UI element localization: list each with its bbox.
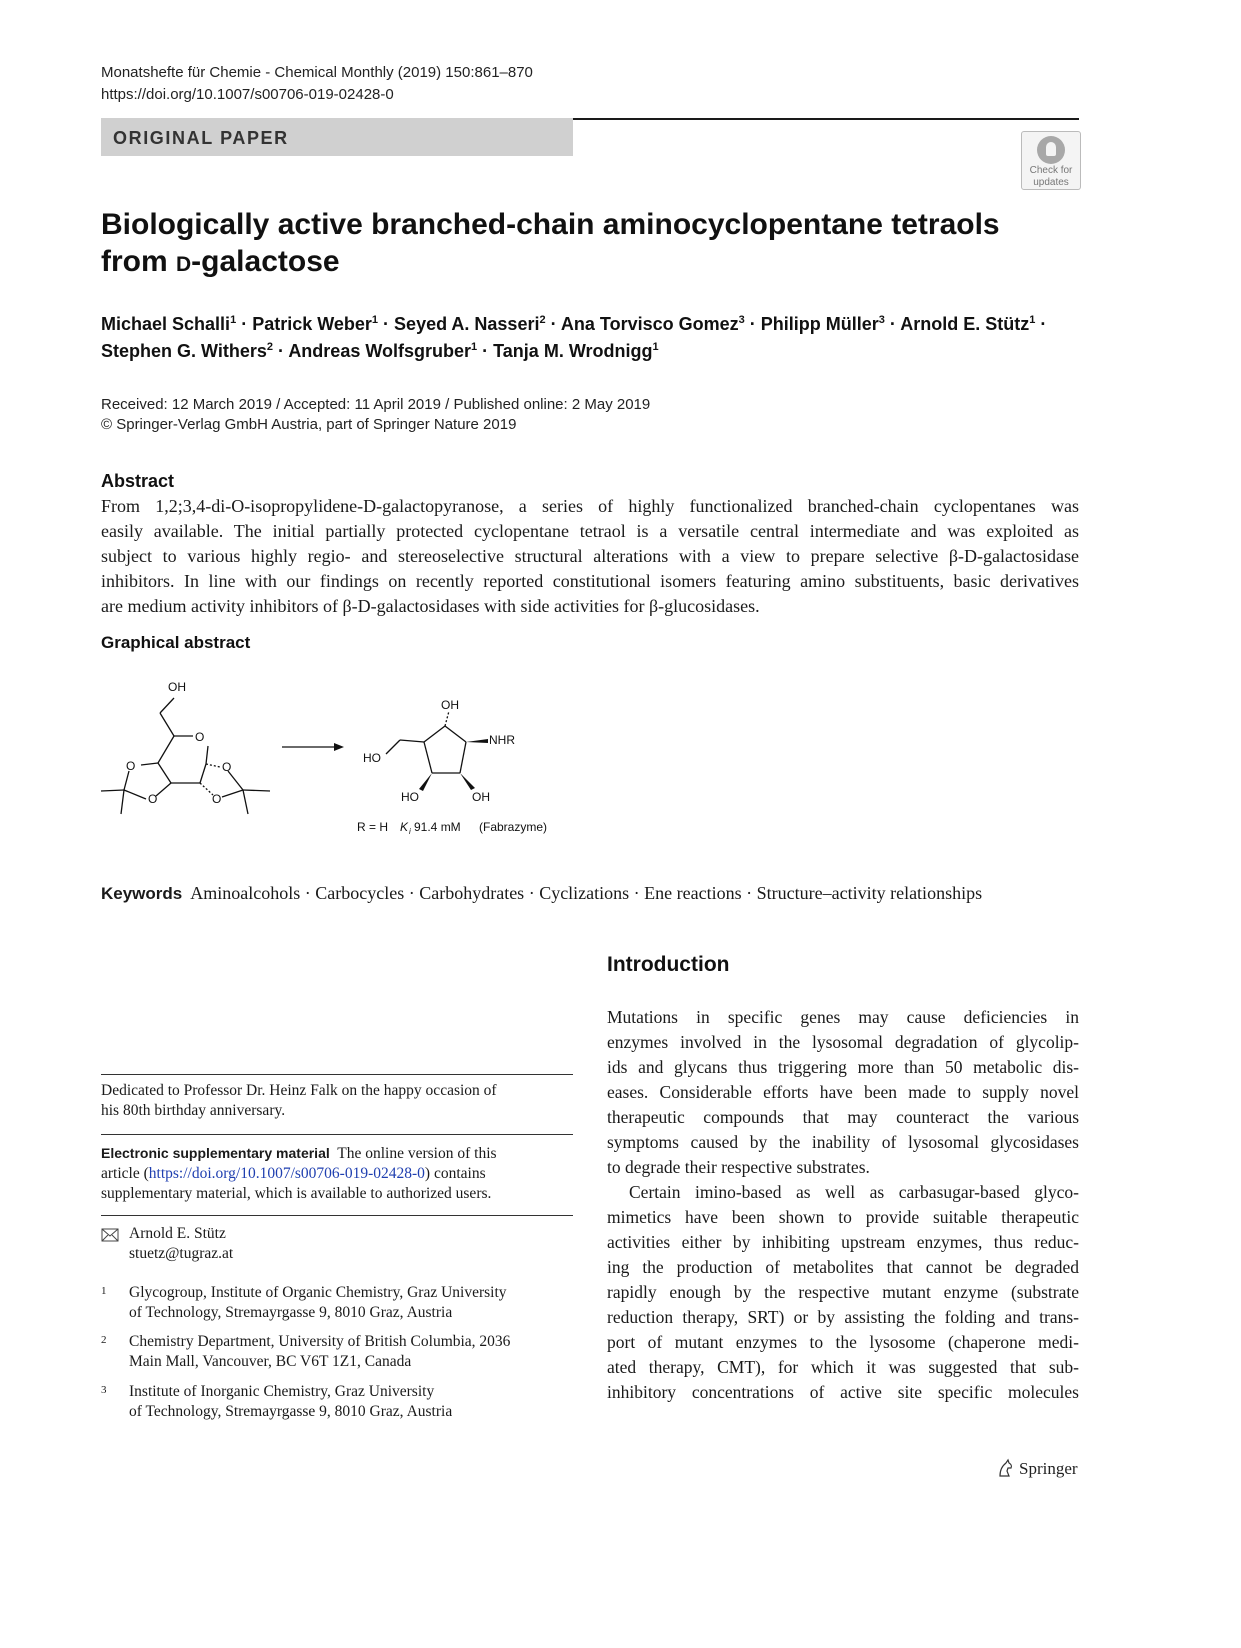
author-affiliation-mark: 2 xyxy=(539,314,546,326)
corresponding-author xyxy=(101,1224,573,1264)
arrow-head xyxy=(334,743,344,751)
springer-horse-icon xyxy=(995,1458,1015,1478)
keywords-label: Keywords xyxy=(101,884,183,903)
aff-line2: of Technology, Stremayrgasse 9, 8010 Graz, Austria xyxy=(129,1403,453,1420)
author-affiliation-mark: 1 xyxy=(652,341,659,353)
title-smallcap: d xyxy=(176,245,192,278)
envelope-icon xyxy=(101,1228,119,1242)
esm-doi-link[interactable]: https://doi.org/10.1007/s00706-019-02428-0 xyxy=(148,1165,425,1182)
section-label: ORIGINAL PAPER xyxy=(113,128,289,148)
intro-line: enzymes involved in the lysosomal degradation of glycolip- xyxy=(607,1032,1079,1052)
author-name: Tanja M. Wrodnigg xyxy=(493,341,653,361)
aff-line2: Main Mall, Vancouver, BC V6T 1Z1, Canada xyxy=(129,1353,412,1370)
intro-line: port of mutant enzymes to the lysosome (chaperone medi- xyxy=(607,1332,1079,1352)
author-affiliation-mark: 3 xyxy=(878,314,885,326)
introduction-body xyxy=(607,1005,1079,1405)
esm-text3: supplementary material, which is available to authorized users. xyxy=(101,1185,492,1202)
ga-nhr: NHR xyxy=(489,733,515,747)
aff-line1: Institute of Inorganic Chemistry, Graz University xyxy=(129,1383,435,1400)
doi-line[interactable]: https://doi.org/10.1007/s00706-019-02428-0 xyxy=(101,86,394,103)
aff-line2: of Technology, Stremayrgasse 9, 8010 Graz, Austria xyxy=(129,1304,453,1321)
title-suffix: -galactose xyxy=(191,245,340,278)
intro-line: ing the production of metabolites that cannot be degraded xyxy=(607,1257,1079,1277)
dedication xyxy=(101,1081,573,1121)
footnote-rule-3 xyxy=(101,1215,573,1216)
ga-right-o1: O xyxy=(222,760,232,774)
author-list xyxy=(101,311,1091,365)
ga-oh-bottom: OH xyxy=(472,790,490,804)
keyword: Carbocycles xyxy=(315,883,405,903)
abstract-line: inhibitors. In line with our findings on recently reported constitutional isomers featuring amino substituents, basic derivatives xyxy=(101,571,1079,591)
author-affiliation-mark: 1 xyxy=(471,341,478,353)
keyword: Structure–activity relationships xyxy=(756,883,983,903)
footnote-rule-2 xyxy=(101,1134,573,1135)
author-name: Patrick Weber xyxy=(252,314,372,334)
footnote-rule xyxy=(101,1074,573,1075)
intro-line: symptoms caused by the inability of lysosomal glycosidases xyxy=(607,1132,1079,1152)
affiliation-1 xyxy=(101,1283,573,1323)
affiliation-3 xyxy=(101,1382,573,1422)
section-band xyxy=(101,118,573,156)
ga-right-o2: O xyxy=(212,792,222,806)
aff-num: 3 xyxy=(101,1384,107,1396)
publisher-name: Springer xyxy=(1019,1459,1078,1478)
wedge-bond-nhr xyxy=(466,739,488,743)
wedge-bond-oh xyxy=(460,773,475,790)
keyword: Cyclizations xyxy=(539,883,630,903)
abstract-line: From 1,2;3,4-di-O-isopropylidene-D-galactopyranose, a series of highly functionalized branched-chain cyclopentanes was xyxy=(101,496,1079,516)
paper-title xyxy=(101,206,1101,280)
ga-caption-k: K xyxy=(400,820,409,834)
keyword: Aminoalcohols xyxy=(190,883,301,903)
journal-citation xyxy=(101,62,533,106)
wedge-bond-ho xyxy=(419,773,432,791)
author-name: Stephen G. Withers xyxy=(101,341,267,361)
publisher-logo xyxy=(995,1458,1078,1479)
ga-oh-top: OH xyxy=(441,698,459,712)
author-name: Arnold E. Stütz xyxy=(900,314,1030,334)
keyword: Ene reactions xyxy=(644,883,742,903)
author-name: Seyed A. Nasseri xyxy=(394,314,540,334)
author-affiliation-mark: 1 xyxy=(1029,314,1036,326)
dedication-line2: his 80th birthday anniversary. xyxy=(101,1102,286,1119)
esm-label: Electronic supplementary material xyxy=(101,1145,330,1161)
intro-line: eases. Considerable efforts have been made to supply novel xyxy=(607,1082,1079,1102)
author-affiliation-mark: 3 xyxy=(738,314,745,326)
ga-ho-bottom: HO xyxy=(401,790,419,804)
ga-left-ring-o: O xyxy=(195,730,205,744)
abstract-heading: Abstract xyxy=(101,471,175,491)
esm-text1: The online version of this xyxy=(337,1145,497,1162)
check-updates-line2: updates xyxy=(1033,177,1069,188)
introduction-heading: Introduction xyxy=(607,953,730,976)
keywords xyxy=(101,881,982,906)
supplementary-material-note xyxy=(101,1143,573,1204)
intro-line: ids and glycans thus triggering more than 50 metabolic dis- xyxy=(607,1057,1079,1077)
author-affiliation-mark: 1 xyxy=(371,314,379,326)
title-prefix: from xyxy=(101,245,176,278)
intro-line: activities either by inhibiting upstream enzymes, thus reduc- xyxy=(607,1232,1079,1252)
author-line2: Stephen G. Withers$^2$ · Andreas Wolfsgruber$^1$ · Tanja M. Wrodnigg$^1$ xyxy=(101,341,659,361)
keywords-list: Aminoalcohols · Carbocycles · Carbohydrates · Cyclizations · Ene reactions · Structure–activity relationships xyxy=(190,883,983,903)
title-line2 xyxy=(101,243,1101,280)
ga-left-oh: OH xyxy=(168,680,186,694)
intro-line: ated therapy, CMT), for which it was suggested that sub- xyxy=(607,1357,1079,1377)
ga-ho-left: HO xyxy=(363,751,381,765)
check-updates-line1: Check for xyxy=(1029,165,1073,176)
ga-left-o1: O xyxy=(126,759,136,773)
author-name: Andreas Wolfsgruber xyxy=(288,341,472,361)
aff-num: 2 xyxy=(101,1334,107,1346)
esm-text2-pre: article ( xyxy=(101,1165,149,1182)
ga-caption-value: 91.4 mM xyxy=(414,820,461,834)
corr-name: Arnold E. Stütz xyxy=(129,1225,226,1242)
esm-text2-post: ) contains xyxy=(424,1165,486,1182)
header-rule xyxy=(573,118,1079,120)
keyword: Carbohydrates xyxy=(419,883,525,903)
abstract-line: easily available. The initial partially protected cyclopentane tetraol is a versatile central intermediate and was exploited as xyxy=(101,521,1079,541)
publication-dates xyxy=(101,395,650,435)
title-line1: Biologically active branched-chain aminocyclopentane tetraols xyxy=(101,208,1000,241)
aminocyclopentane-structure xyxy=(386,711,466,773)
aff-line1: Chemistry Department, University of British Columbia, 2036 xyxy=(129,1333,511,1350)
abstract-body xyxy=(101,494,1079,619)
dedication-line1: Dedicated to Professor Dr. Heinz Falk on the happy occasion of xyxy=(101,1082,497,1099)
intro-line: mimetics have been shown to provide suitable therapeutic xyxy=(607,1207,1079,1227)
check-for-updates-badge[interactable] xyxy=(1021,131,1081,190)
abstract-line: are medium activity inhibitors of β-D-galactosidases with side activities for β-glucosidases. xyxy=(101,596,760,616)
author-name: Ana Torvisco Gomez xyxy=(560,314,739,334)
copyright-line: © Springer-Verlag GmbH Austria, part of Springer Nature 2019 xyxy=(101,416,517,433)
intro-line: reduction therapy, SRT) or by assisting the folding and trans- xyxy=(607,1307,1079,1327)
author-line1: Michael Schalli$^1$ · Patrick Weber$^1$ · Seyed A. Nasseri$^2$ · Ana Torvisco Gomez$^3$ · Philipp Müller$^3$ · Arnold E. Stütz$^1$ · xyxy=(101,314,1047,334)
abstract-line: subject to various highly regio- and stereoselective structural alterations with a view to prepare selective β-D-galactosidase xyxy=(101,546,1079,566)
intro-line: Mutations in specific genes may cause deficiencies in xyxy=(607,1007,1079,1027)
affiliation-2 xyxy=(101,1332,573,1372)
dates-line: Received: 12 March 2019 / Accepted: 11 April 2019 / Published online: 2 May 2019 xyxy=(101,396,651,413)
ga-caption-enzyme: (Fabrazyme) xyxy=(479,820,548,834)
graphical-abstract-heading: Graphical abstract xyxy=(101,633,251,652)
aff-line1: Glycogroup, Institute of Organic Chemistry, Graz University xyxy=(129,1284,507,1301)
ga-caption-k-sub: i xyxy=(409,827,411,836)
author-name: Philipp Müller xyxy=(760,314,879,334)
ga-caption-r: R = H xyxy=(357,820,389,834)
intro-line: inhibitory concentrations of active site specific molecules xyxy=(607,1382,1079,1402)
reaction-scheme xyxy=(96,672,566,844)
ga-left-o2: O xyxy=(148,792,158,806)
aff-num: 1 xyxy=(101,1285,107,1297)
intro-line: Certain imino-based as well as carbasugar-based glyco- xyxy=(629,1182,1079,1202)
intro-line: rapidly enough by the respective mutant enzyme (substrate xyxy=(607,1282,1079,1302)
intro-line: to degrade their respective substrates. xyxy=(607,1157,870,1177)
author-name: Michael Schalli xyxy=(101,314,231,334)
journal-line: Monatshefte für Chemie - Chemical Monthly (2019) 150:861–870 xyxy=(101,64,533,81)
author-affiliation-mark: 1 xyxy=(230,314,237,326)
author-affiliation-mark: 2 xyxy=(266,341,273,353)
corr-email[interactable]: stuetz@tugraz.at xyxy=(129,1245,234,1262)
intro-line: therapeutic compounds that may counteract the various xyxy=(607,1107,1079,1127)
bookmark-icon xyxy=(1037,136,1065,164)
